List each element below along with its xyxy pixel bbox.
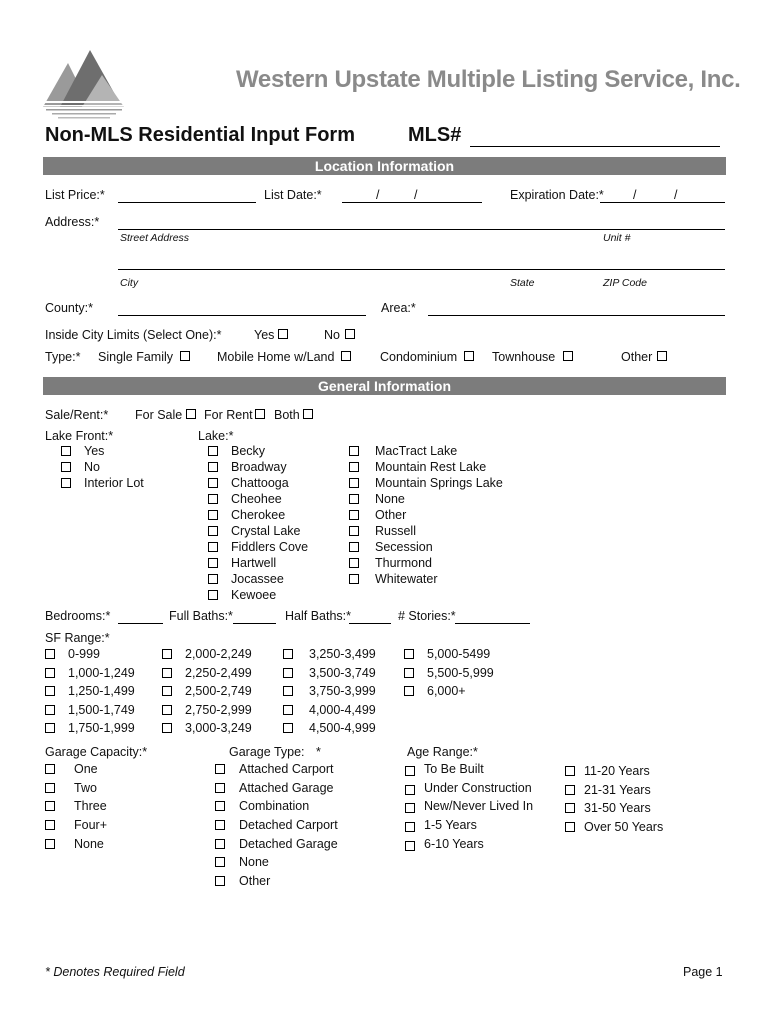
age-range-option-label: Under Construction [424, 780, 532, 795]
lake-front-interior-lot-label: Interior Lot [84, 476, 144, 490]
garage-capacity-checkbox[interactable] [45, 820, 55, 830]
list-date-slash-1: / [376, 188, 380, 202]
sf-option[interactable] [45, 645, 135, 664]
location-section-header: Location Information [43, 157, 726, 175]
sf-option[interactable] [404, 682, 494, 701]
lake-option-label: Secession [375, 540, 433, 554]
sf-option[interactable] [162, 682, 252, 701]
sf-checkbox[interactable] [162, 723, 172, 733]
lake-option-label: Thurmond [375, 556, 432, 570]
age-range-checkbox[interactable] [565, 803, 575, 813]
sf-option-label: 0-999 [68, 647, 100, 662]
sf-checkbox[interactable] [404, 686, 414, 696]
garage-capacity-option[interactable] [45, 816, 107, 835]
lake-front-no-checkbox[interactable] [61, 462, 71, 472]
age-range-option-label: To Be Built [424, 762, 484, 777]
sf-checkbox[interactable] [45, 705, 55, 715]
sf-option[interactable] [162, 664, 252, 683]
city-limits-yes-label: Yes [254, 328, 275, 342]
lake-option-label: Hartwell [231, 556, 277, 570]
for-sale-label: For Sale [135, 408, 183, 422]
lake-front-label: Lake Front:* [45, 429, 114, 443]
type-townhouse-label: Townhouse [492, 350, 556, 364]
expiration-date-slash-1: / [633, 188, 637, 202]
garage-capacity-option[interactable] [45, 834, 107, 853]
lake-option-label: None [375, 492, 405, 506]
garage-type-option[interactable] [215, 779, 338, 798]
lake-checkbox[interactable] [208, 558, 218, 568]
lake-option-label: Becky [231, 444, 266, 458]
unit-caption: Unit # [603, 232, 631, 244]
lake-checkbox[interactable] [208, 494, 218, 504]
type-other-checkbox[interactable] [657, 351, 667, 361]
for-sale-checkbox[interactable] [186, 409, 196, 419]
sf-checkbox[interactable] [404, 668, 414, 678]
age-range-option[interactable] [405, 797, 533, 816]
sf-option-label: 5,000-5499 [427, 647, 491, 662]
both-checkbox[interactable] [303, 409, 313, 419]
organization-name: Western Upstate Multiple Listing Service, Inc. [236, 66, 741, 93]
age-range-option-label: 1-5 Years [424, 818, 477, 833]
stories-label: # Stories:* [398, 609, 456, 623]
age-range-option-label: 21-31 Years [584, 782, 651, 797]
type-label: Type:* [45, 350, 81, 364]
type-condominium-label: Condominium [380, 350, 458, 364]
lake-checkbox[interactable] [208, 478, 218, 488]
list-date-label: List Date:* [264, 188, 322, 202]
age-range-option-label: 31-50 Years [584, 801, 651, 816]
type-condominium-checkbox[interactable] [464, 351, 474, 361]
sf-option[interactable] [283, 719, 376, 738]
lake-checkbox[interactable] [349, 526, 359, 536]
age-range-option[interactable] [565, 818, 663, 837]
sf-checkbox[interactable] [162, 649, 172, 659]
lake-checkbox[interactable] [349, 494, 359, 504]
sf-option-label: 2,000-2,249 [185, 647, 252, 662]
type-mobile-home-label: Mobile Home w/Land [217, 350, 335, 364]
sf-option[interactable] [162, 701, 252, 720]
lake-label: Lake:* [198, 429, 234, 443]
lake-checkbox[interactable] [349, 510, 359, 520]
lake-list-column-2 [349, 443, 503, 587]
lake-option[interactable] [349, 571, 503, 587]
both-label: Both [274, 408, 300, 422]
lake-option-label: MacTract Lake [375, 444, 458, 458]
sf-option-label: 2,750-2,999 [185, 702, 252, 717]
lake-option-label: Chattooga [231, 476, 289, 490]
age-range-label: Age Range:* [407, 745, 478, 759]
lake-checkbox[interactable] [349, 542, 359, 552]
garage-type-option-label: None [239, 855, 269, 870]
sf-checkbox[interactable] [45, 686, 55, 696]
area-label: Area:* [381, 301, 416, 315]
sf-option[interactable] [283, 682, 376, 701]
lake-front-no-label: No [84, 460, 100, 474]
garage-type-checkbox[interactable] [215, 801, 225, 811]
lake-option-label: Russell [375, 524, 416, 538]
age-range-option[interactable] [405, 760, 533, 779]
lake-checkbox[interactable] [208, 510, 218, 520]
sf-option[interactable] [45, 682, 135, 701]
lake-checkbox[interactable] [208, 462, 218, 472]
garage-capacity-checkbox[interactable] [45, 783, 55, 793]
type-single-family-label: Single Family [98, 350, 174, 364]
lake-front-option[interactable] [61, 475, 144, 491]
garage-type-option[interactable] [215, 816, 338, 835]
form-title: Non-MLS Residential Input Form [45, 124, 355, 146]
lake-checkbox[interactable] [349, 574, 359, 584]
sf-option[interactable] [45, 719, 135, 738]
sf-checkbox[interactable] [283, 668, 293, 678]
garage-type-option[interactable] [215, 872, 338, 891]
type-single-family-checkbox[interactable] [180, 351, 190, 361]
lake-option-label: Other [375, 508, 407, 522]
garage-capacity-option[interactable] [45, 797, 107, 816]
age-range-column-1 [405, 760, 533, 853]
sf-checkbox[interactable] [283, 649, 293, 659]
garage-type-checkbox[interactable] [215, 839, 225, 849]
lake-option-label: Cherokee [231, 508, 286, 522]
garage-type-option[interactable] [215, 834, 338, 853]
garage-capacity-option-label: One [74, 762, 98, 777]
garage-capacity-option-label: None [74, 836, 104, 851]
sf-option-label: 2,500-2,749 [185, 684, 252, 699]
lake-option[interactable] [208, 523, 308, 539]
garage-capacity-checkbox[interactable] [45, 801, 55, 811]
county-field[interactable] [118, 315, 366, 316]
age-range-checkbox[interactable] [405, 766, 415, 776]
sf-range-column-1 [45, 645, 135, 738]
age-range-checkbox[interactable] [405, 841, 415, 851]
sf-range-column-2 [162, 645, 252, 738]
lake-option-label: Jocassee [231, 572, 284, 586]
age-range-checkbox[interactable] [565, 822, 575, 832]
type-mobile-home-checkbox[interactable] [341, 351, 351, 361]
city-limits-no-label: No [324, 328, 340, 342]
state-caption: State [510, 277, 535, 289]
lake-option[interactable] [208, 587, 308, 603]
full-baths-label: Full Baths:* [169, 609, 233, 623]
city-caption: City [120, 277, 139, 289]
age-range-column-2 [565, 762, 663, 836]
mountain-logo-icon [38, 45, 128, 123]
full-baths-field[interactable] [233, 623, 276, 624]
page-number: Page 1 [683, 965, 723, 979]
zip-caption: ZIP Code [603, 277, 647, 289]
garage-capacity-checkbox[interactable] [45, 839, 55, 849]
garage-type-required-star: * [316, 745, 321, 759]
list-price-label: List Price:* [45, 188, 105, 202]
required-field-note: * Denotes Required Field [45, 965, 185, 979]
city-limits-yes-checkbox[interactable] [278, 329, 288, 339]
sf-checkbox[interactable] [404, 649, 414, 659]
age-range-option[interactable] [405, 816, 533, 835]
garage-capacity-option[interactable] [45, 779, 107, 798]
mls-number-field[interactable] [470, 146, 720, 147]
lake-checkbox[interactable] [208, 574, 218, 584]
garage-type-option-label: Combination [239, 799, 310, 814]
lake-checkbox[interactable] [208, 590, 218, 600]
garage-type-checkbox[interactable] [215, 783, 225, 793]
lake-option[interactable] [349, 507, 503, 523]
lake-front-option[interactable] [61, 443, 144, 459]
age-range-option-label: Over 50 Years [584, 820, 664, 835]
age-range-checkbox[interactable] [405, 803, 415, 813]
sf-option-label: 3,750-3,999 [309, 684, 376, 699]
sf-option-label: 4,500-4,999 [309, 721, 376, 736]
sf-checkbox[interactable] [162, 686, 172, 696]
sf-checkbox[interactable] [283, 686, 293, 696]
sf-option[interactable] [162, 719, 252, 738]
half-baths-label: Half Baths:* [285, 609, 352, 623]
sf-range-column-4 [404, 645, 494, 701]
sf-option-label: 6,000+ [427, 684, 466, 699]
lake-option-label: Cheohee [231, 492, 282, 506]
lake-option[interactable] [208, 539, 308, 555]
garage-type-option-label: Detached Garage [239, 836, 338, 851]
sf-option-label: 1,000-1,249 [68, 665, 135, 680]
garage-type-label: Garage Type: [229, 745, 305, 759]
lake-option[interactable] [208, 475, 308, 491]
mls-number-label: MLS# [408, 124, 462, 146]
sf-option[interactable] [404, 664, 494, 683]
age-range-option[interactable] [405, 779, 533, 798]
lake-option[interactable] [349, 555, 503, 571]
expiration-date-field[interactable] [600, 202, 725, 203]
lake-front-yes-checkbox[interactable] [61, 446, 71, 456]
lake-option[interactable] [208, 555, 308, 571]
for-rent-label: For Rent [204, 408, 253, 422]
lake-checkbox[interactable] [208, 542, 218, 552]
sf-option-label: 3,250-3,499 [309, 647, 376, 662]
county-label: County:* [45, 301, 93, 315]
garage-type-option-label: Detached Carport [239, 818, 338, 833]
age-range-option[interactable] [565, 762, 663, 781]
sf-checkbox[interactable] [45, 668, 55, 678]
lake-checkbox[interactable] [349, 446, 359, 456]
age-range-checkbox[interactable] [405, 785, 415, 795]
garage-capacity-checkbox[interactable] [45, 764, 55, 774]
sf-option-label: 4,000-4,499 [309, 702, 376, 717]
lake-checkbox[interactable] [349, 478, 359, 488]
sf-option[interactable] [45, 701, 135, 720]
for-rent-checkbox[interactable] [255, 409, 265, 419]
age-range-option[interactable] [405, 834, 533, 853]
lake-checkbox[interactable] [349, 462, 359, 472]
sf-checkbox[interactable] [283, 723, 293, 733]
bedrooms-label: Bedrooms:* [45, 609, 111, 623]
city-limits-no-checkbox[interactable] [345, 329, 355, 339]
expiration-date-label: Expiration Date:* [510, 188, 604, 202]
street-address-field[interactable] [118, 229, 725, 230]
garage-capacity-option-label: Three [74, 799, 107, 814]
sf-range-column-3 [283, 645, 376, 738]
lake-option[interactable] [349, 443, 503, 459]
age-range-option-label: 11-20 Years [584, 764, 650, 779]
age-range-checkbox[interactable] [565, 785, 575, 795]
sf-option-label: 1,250-1,499 [68, 684, 135, 699]
lake-option[interactable] [208, 443, 308, 459]
list-date-slash-2: / [414, 188, 418, 202]
garage-capacity-label: Garage Capacity:* [45, 745, 148, 759]
lake-option[interactable] [349, 491, 503, 507]
sf-checkbox[interactable] [162, 668, 172, 678]
garage-type-checkbox[interactable] [215, 764, 225, 774]
lake-option[interactable] [208, 459, 308, 475]
lake-front-options [61, 443, 144, 491]
lake-option-label: Whitewater [375, 572, 438, 586]
lake-option[interactable] [208, 571, 308, 587]
sale-rent-label: Sale/Rent:* [45, 408, 109, 422]
sf-checkbox[interactable] [45, 649, 55, 659]
age-range-option[interactable] [565, 781, 663, 800]
lake-option-label: Mountain Rest Lake [375, 460, 487, 474]
expiration-date-slash-2: / [674, 188, 678, 202]
street-address-caption: Street Address [120, 232, 190, 244]
garage-capacity-options [45, 760, 107, 853]
garage-type-checkbox[interactable] [215, 857, 225, 867]
sf-option-label: 1,500-1,749 [68, 702, 135, 717]
sf-option-label: 5,500-5,999 [427, 665, 494, 680]
garage-type-checkbox[interactable] [215, 876, 225, 886]
lake-option[interactable] [349, 475, 503, 491]
age-range-checkbox[interactable] [405, 822, 415, 832]
garage-type-option[interactable] [215, 760, 338, 779]
lake-option-label: Broadway [231, 460, 287, 474]
type-other-label: Other [621, 350, 653, 364]
general-section-header: General Information [43, 377, 726, 395]
half-baths-field[interactable] [349, 623, 391, 624]
age-range-option-label: New/Never Lived In [424, 799, 534, 814]
age-range-option[interactable] [565, 799, 663, 818]
sf-option[interactable] [162, 645, 252, 664]
age-range-checkbox[interactable] [565, 766, 575, 776]
garage-type-checkbox[interactable] [215, 820, 225, 830]
sf-option[interactable] [45, 664, 135, 683]
garage-type-option-label: Attached Carport [239, 762, 334, 777]
garage-type-options [215, 760, 338, 890]
lake-front-yes-label: Yes [84, 444, 105, 458]
lake-option[interactable] [208, 491, 308, 507]
garage-type-option-label: Attached Garage [239, 780, 334, 795]
stories-field[interactable] [455, 623, 530, 624]
lake-option-label: Kewoee [231, 588, 277, 602]
sf-option-label: 1,750-1,999 [68, 721, 135, 736]
lake-option[interactable] [349, 459, 503, 475]
lake-checkbox[interactable] [208, 526, 218, 536]
lake-list-column-1 [208, 443, 308, 603]
lake-option-label: Mountain Springs Lake [375, 476, 503, 490]
bedrooms-field[interactable] [118, 623, 163, 624]
lake-front-option[interactable] [61, 459, 144, 475]
city-limits-label: Inside City Limits (Select One):* [45, 328, 222, 342]
address-label: Address:* [45, 215, 100, 229]
list-date-field[interactable] [342, 202, 482, 203]
list-price-field[interactable] [118, 202, 256, 203]
sf-checkbox[interactable] [283, 705, 293, 715]
sf-option-label: 2,250-2,499 [185, 665, 252, 680]
garage-type-option[interactable] [215, 797, 338, 816]
sf-option[interactable] [283, 701, 376, 720]
lake-checkbox[interactable] [349, 558, 359, 568]
sf-option-label: 3,500-3,749 [309, 665, 376, 680]
sf-option[interactable] [283, 664, 376, 683]
sf-option[interactable] [404, 645, 494, 664]
lake-option[interactable] [208, 507, 308, 523]
lake-option-label: Fiddlers Cove [231, 540, 309, 554]
city-state-zip-field[interactable] [118, 269, 725, 270]
sf-option-label: 3,000-3,249 [185, 721, 252, 736]
lake-option[interactable] [349, 523, 503, 539]
age-range-option-label: 6-10 Years [424, 836, 484, 851]
garage-capacity-option[interactable] [45, 760, 107, 779]
lake-front-interior-lot-checkbox[interactable] [61, 478, 71, 488]
lake-option[interactable] [349, 539, 503, 555]
sf-checkbox[interactable] [162, 705, 172, 715]
lake-checkbox[interactable] [208, 446, 218, 456]
lake-option-label: Crystal Lake [231, 524, 301, 538]
garage-type-option[interactable] [215, 853, 338, 872]
sf-checkbox[interactable] [45, 723, 55, 733]
garage-capacity-option-label: Four+ [74, 818, 108, 833]
area-field[interactable] [428, 315, 725, 316]
type-townhouse-checkbox[interactable] [563, 351, 573, 361]
sf-option[interactable] [283, 645, 376, 664]
sf-range-label: SF Range:* [45, 631, 110, 645]
garage-type-option-label: Other [239, 873, 271, 888]
garage-capacity-option-label: Two [74, 780, 97, 795]
